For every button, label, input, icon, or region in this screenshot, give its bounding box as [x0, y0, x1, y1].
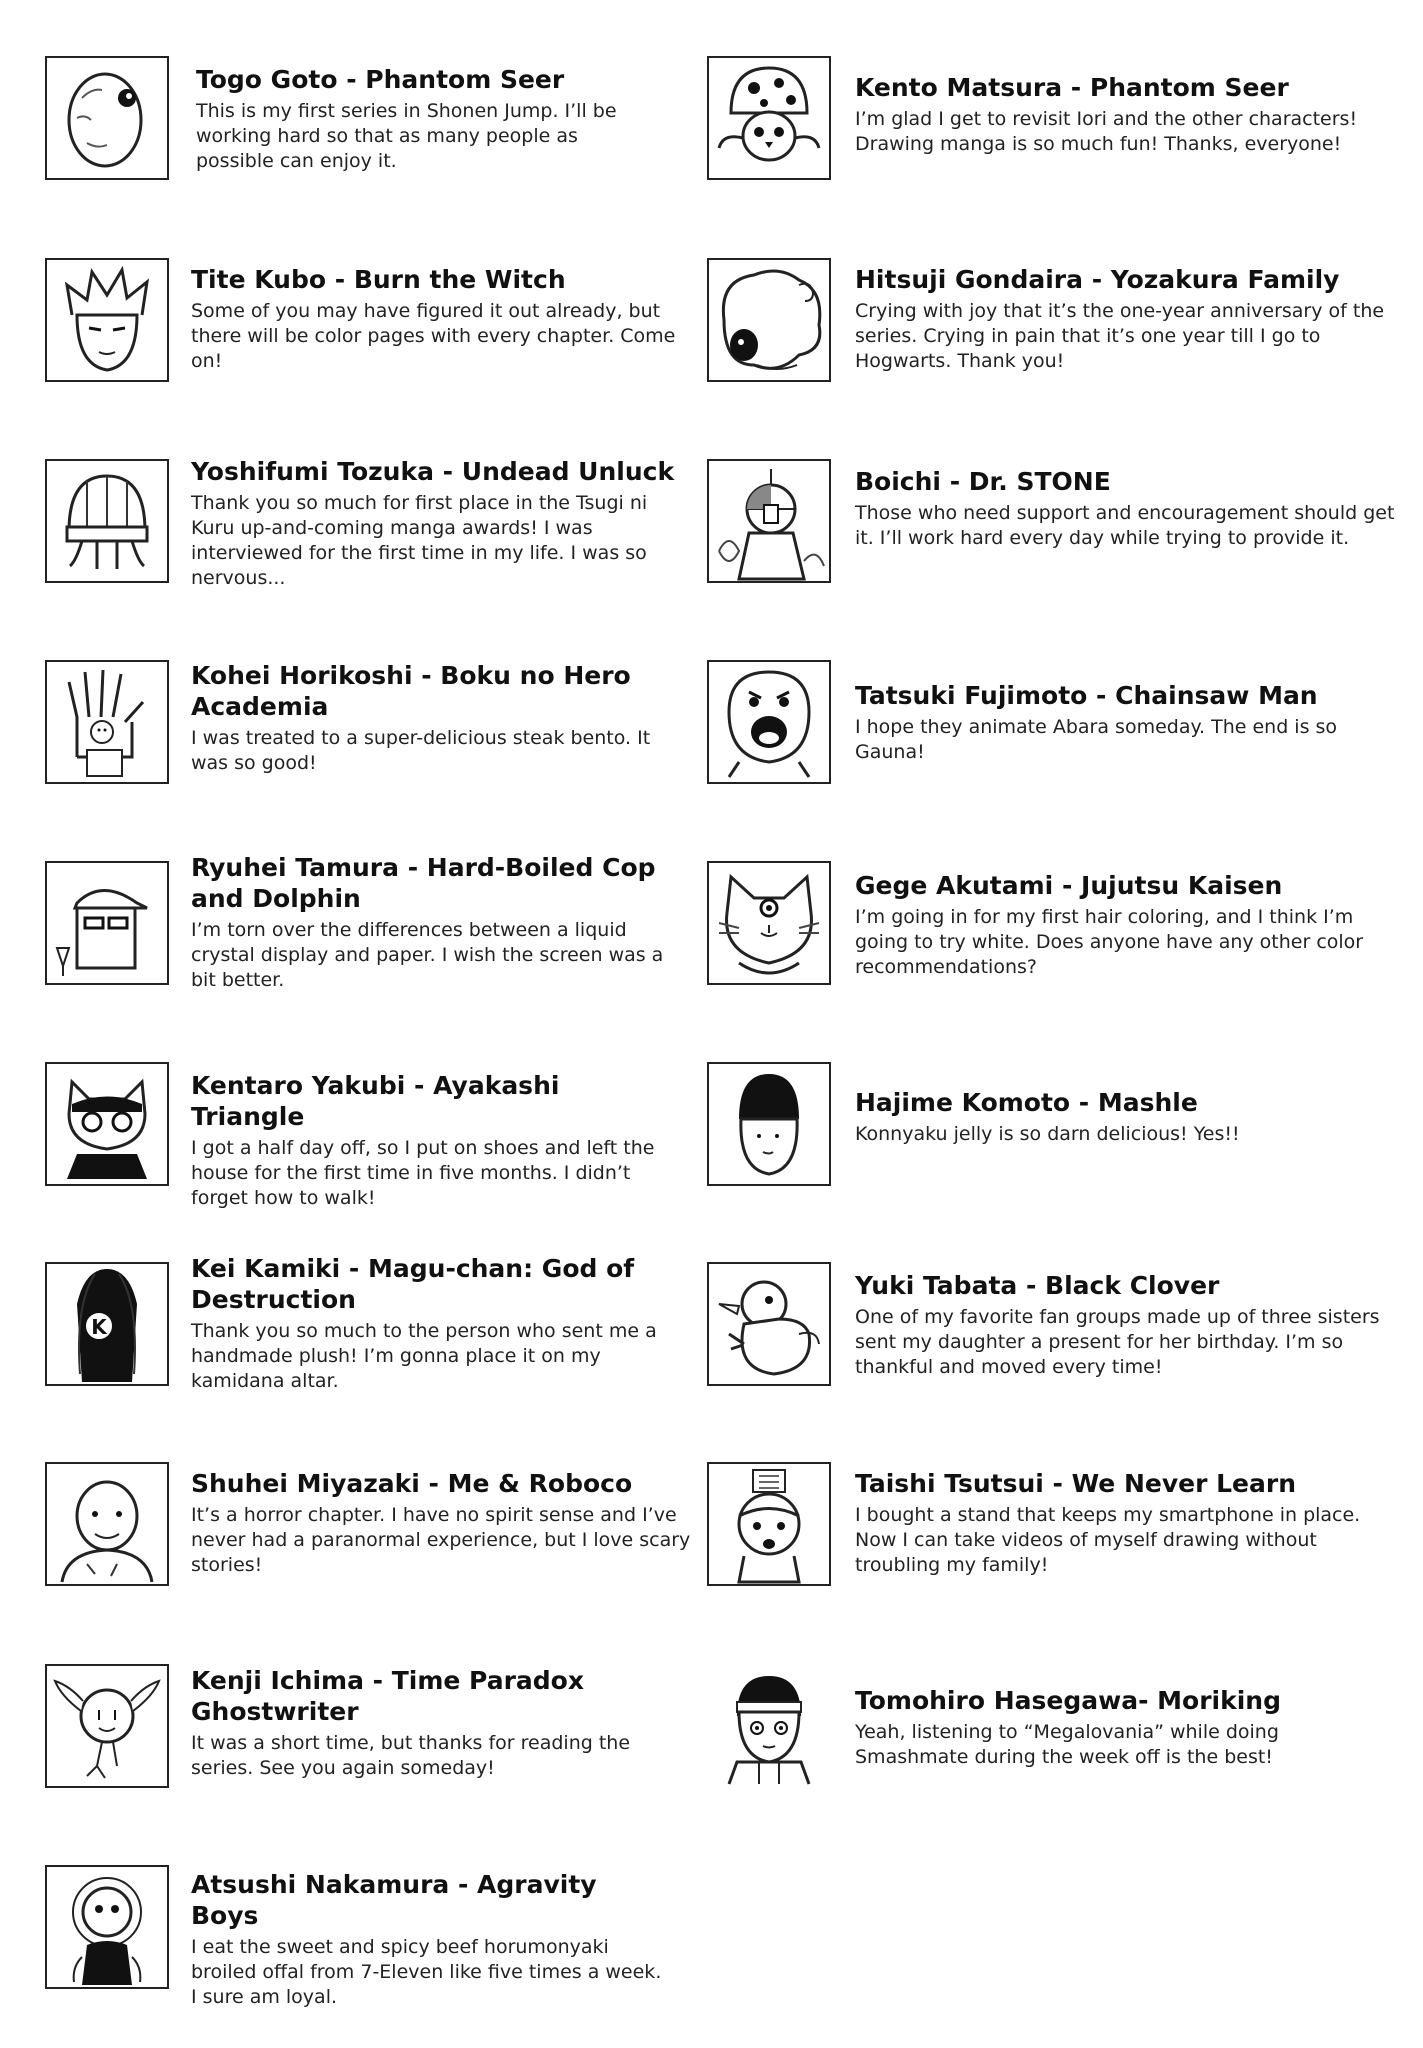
author-comment: I was treated to a super-delicious steak bento. It was so good! [191, 727, 651, 774]
robot-portrait-icon [707, 459, 831, 583]
author-comment: I bought a stand that keeps my smartphone in place. Now I can take videos of myself drawing without troubling my family! [855, 1504, 1361, 1576]
author-comment: I got a half day off, so I put on shoes and left the house for the first time in five months. I didn’t forget how to walk! [191, 1137, 655, 1209]
mushroom-bird-portrait-icon [707, 56, 831, 180]
halo-figure-portrait-icon [45, 1865, 169, 1989]
author-name: Kei Kamiki - Magu-chan: God of Destruction [191, 1254, 635, 1314]
duck-portrait-icon [707, 1262, 831, 1386]
author-name: Hajime Komoto - Mashle [855, 1088, 1198, 1117]
sheep-portrait-icon [707, 258, 831, 382]
beanie-creature-portrait-icon [45, 459, 169, 583]
author-comment: I’m glad I get to revisit Iori and the other characters! Drawing manga is so much fun! Thanks, everyone! [855, 108, 1358, 155]
author-name: Atsushi Nakamura - Agravity Boys [191, 1870, 597, 1930]
author-name: Boichi - Dr. STONE [855, 467, 1111, 496]
author-comment: Crying with joy that it’s the one-year anniversary of the series. Crying in pain that it’s one year till I go to Hogwarts. Thank you! [855, 300, 1385, 372]
author-comment: I hope they animate Abara someday. The end is so Gauna! [855, 716, 1338, 763]
author-comment: I’m torn over the differences between a liquid crystal display and paper. I wish the screen was a bit better. [191, 919, 664, 991]
spiky-hair-portrait-icon [45, 258, 169, 382]
author-comment: I eat the sweet and spicy beef horumonyaki broiled offal from 7-Eleven like five times a week. I sure am loyal. [191, 1936, 662, 2008]
author-comment: Yeah, listening to “Megalovania” while doing Smashmate during the week off is the best! [855, 1721, 1279, 1768]
author-comment: It was a short time, but thanks for reading the series. See you again someday! [191, 1732, 631, 1779]
mushroom-head-portrait-icon [707, 1062, 831, 1186]
author-name: Tite Kubo - Burn the Witch [191, 265, 566, 294]
shouting-creature-portrait-icon [707, 660, 831, 784]
hooded-figure-portrait-icon [45, 1262, 169, 1386]
author-comment: Thank you so much for first place in the Tsugi ni Kuru up-and-coming manga awards! I was interviewed for the first time in my life. I was so nervous... [191, 492, 648, 589]
author-name: Tatsuki Fujimoto - Chainsaw Man [855, 681, 1318, 710]
cat-portrait-icon [707, 861, 831, 985]
author-comment: Thank you so much to the person who sent me a handmade plush! I’m gonna place it on my kamidana altar. [191, 1320, 657, 1392]
author-comment: Those who need support and encouragement should get it. I’ll work hard every day while trying to provide it. [855, 502, 1395, 549]
author-name: Kento Matsura - Phantom Seer [855, 73, 1289, 102]
headband-boy-portrait-icon [707, 1664, 831, 1788]
hand-portrait-icon [45, 660, 169, 784]
author-name: Gege Akutami - Jujutsu Kaisen [855, 871, 1283, 900]
author-comment: One of my favorite fan groups made up of three sisters sent my daughter a present for her birthday. I’m so thankful and moved every time! [855, 1306, 1380, 1378]
cap-glasses-portrait-icon [45, 861, 169, 985]
author-comment: It’s a horror chapter. I have no spirit sense and I’ve never had a paranormal experience, but I love scary stories! [191, 1504, 691, 1576]
bald-man-portrait-icon [45, 1462, 169, 1586]
author-name: Kohei Horikoshi - Boku no Hero Academia [191, 661, 631, 721]
egg-portrait-icon [45, 56, 169, 180]
author-name: Yuki Tabata - Black Clover [855, 1271, 1220, 1300]
hood-letter-badge: K [91, 1315, 107, 1339]
author-name: Tomohiro Hasegawa- Moriking [855, 1686, 1281, 1715]
author-name: Hitsuji Gondaira - Yozakura Family [855, 265, 1340, 294]
author-name: Togo Goto - Phantom Seer [196, 65, 565, 94]
winged-face-portrait-icon [45, 1664, 169, 1788]
cat-glasses-portrait-icon [45, 1062, 169, 1186]
author-name: Kentaro Yakubi - Ayakashi Triangle [191, 1071, 560, 1131]
author-name: Ryuhei Tamura - Hard-Boiled Cop and Dolphin [191, 853, 656, 913]
author-name: Kenji Ichima - Time Paradox Ghostwriter [191, 1666, 584, 1726]
author-name: Taishi Tsutsui - We Never Learn [855, 1469, 1297, 1498]
author-comment: I’m going in for my first hair coloring, and I think I’m going to try white. Does anyone have any other color recommendations? [855, 906, 1364, 978]
author-comment: This is my first series in Shonen Jump. I’ll be working hard so that as many people as possible can enjoy it. [196, 100, 617, 172]
author-name: Yoshifumi Tozuka - Undead Unluck [191, 457, 675, 486]
flag-head-portrait-icon [707, 1462, 831, 1586]
author-comment: Konnyaku jelly is so darn delicious! Yes!! [855, 1123, 1240, 1145]
author-comment: Some of you may have figured it out already, but there will be color pages with every chapter. Come on! [191, 300, 676, 372]
author-name: Shuhei Miyazaki - Me & Roboco [191, 1469, 633, 1498]
